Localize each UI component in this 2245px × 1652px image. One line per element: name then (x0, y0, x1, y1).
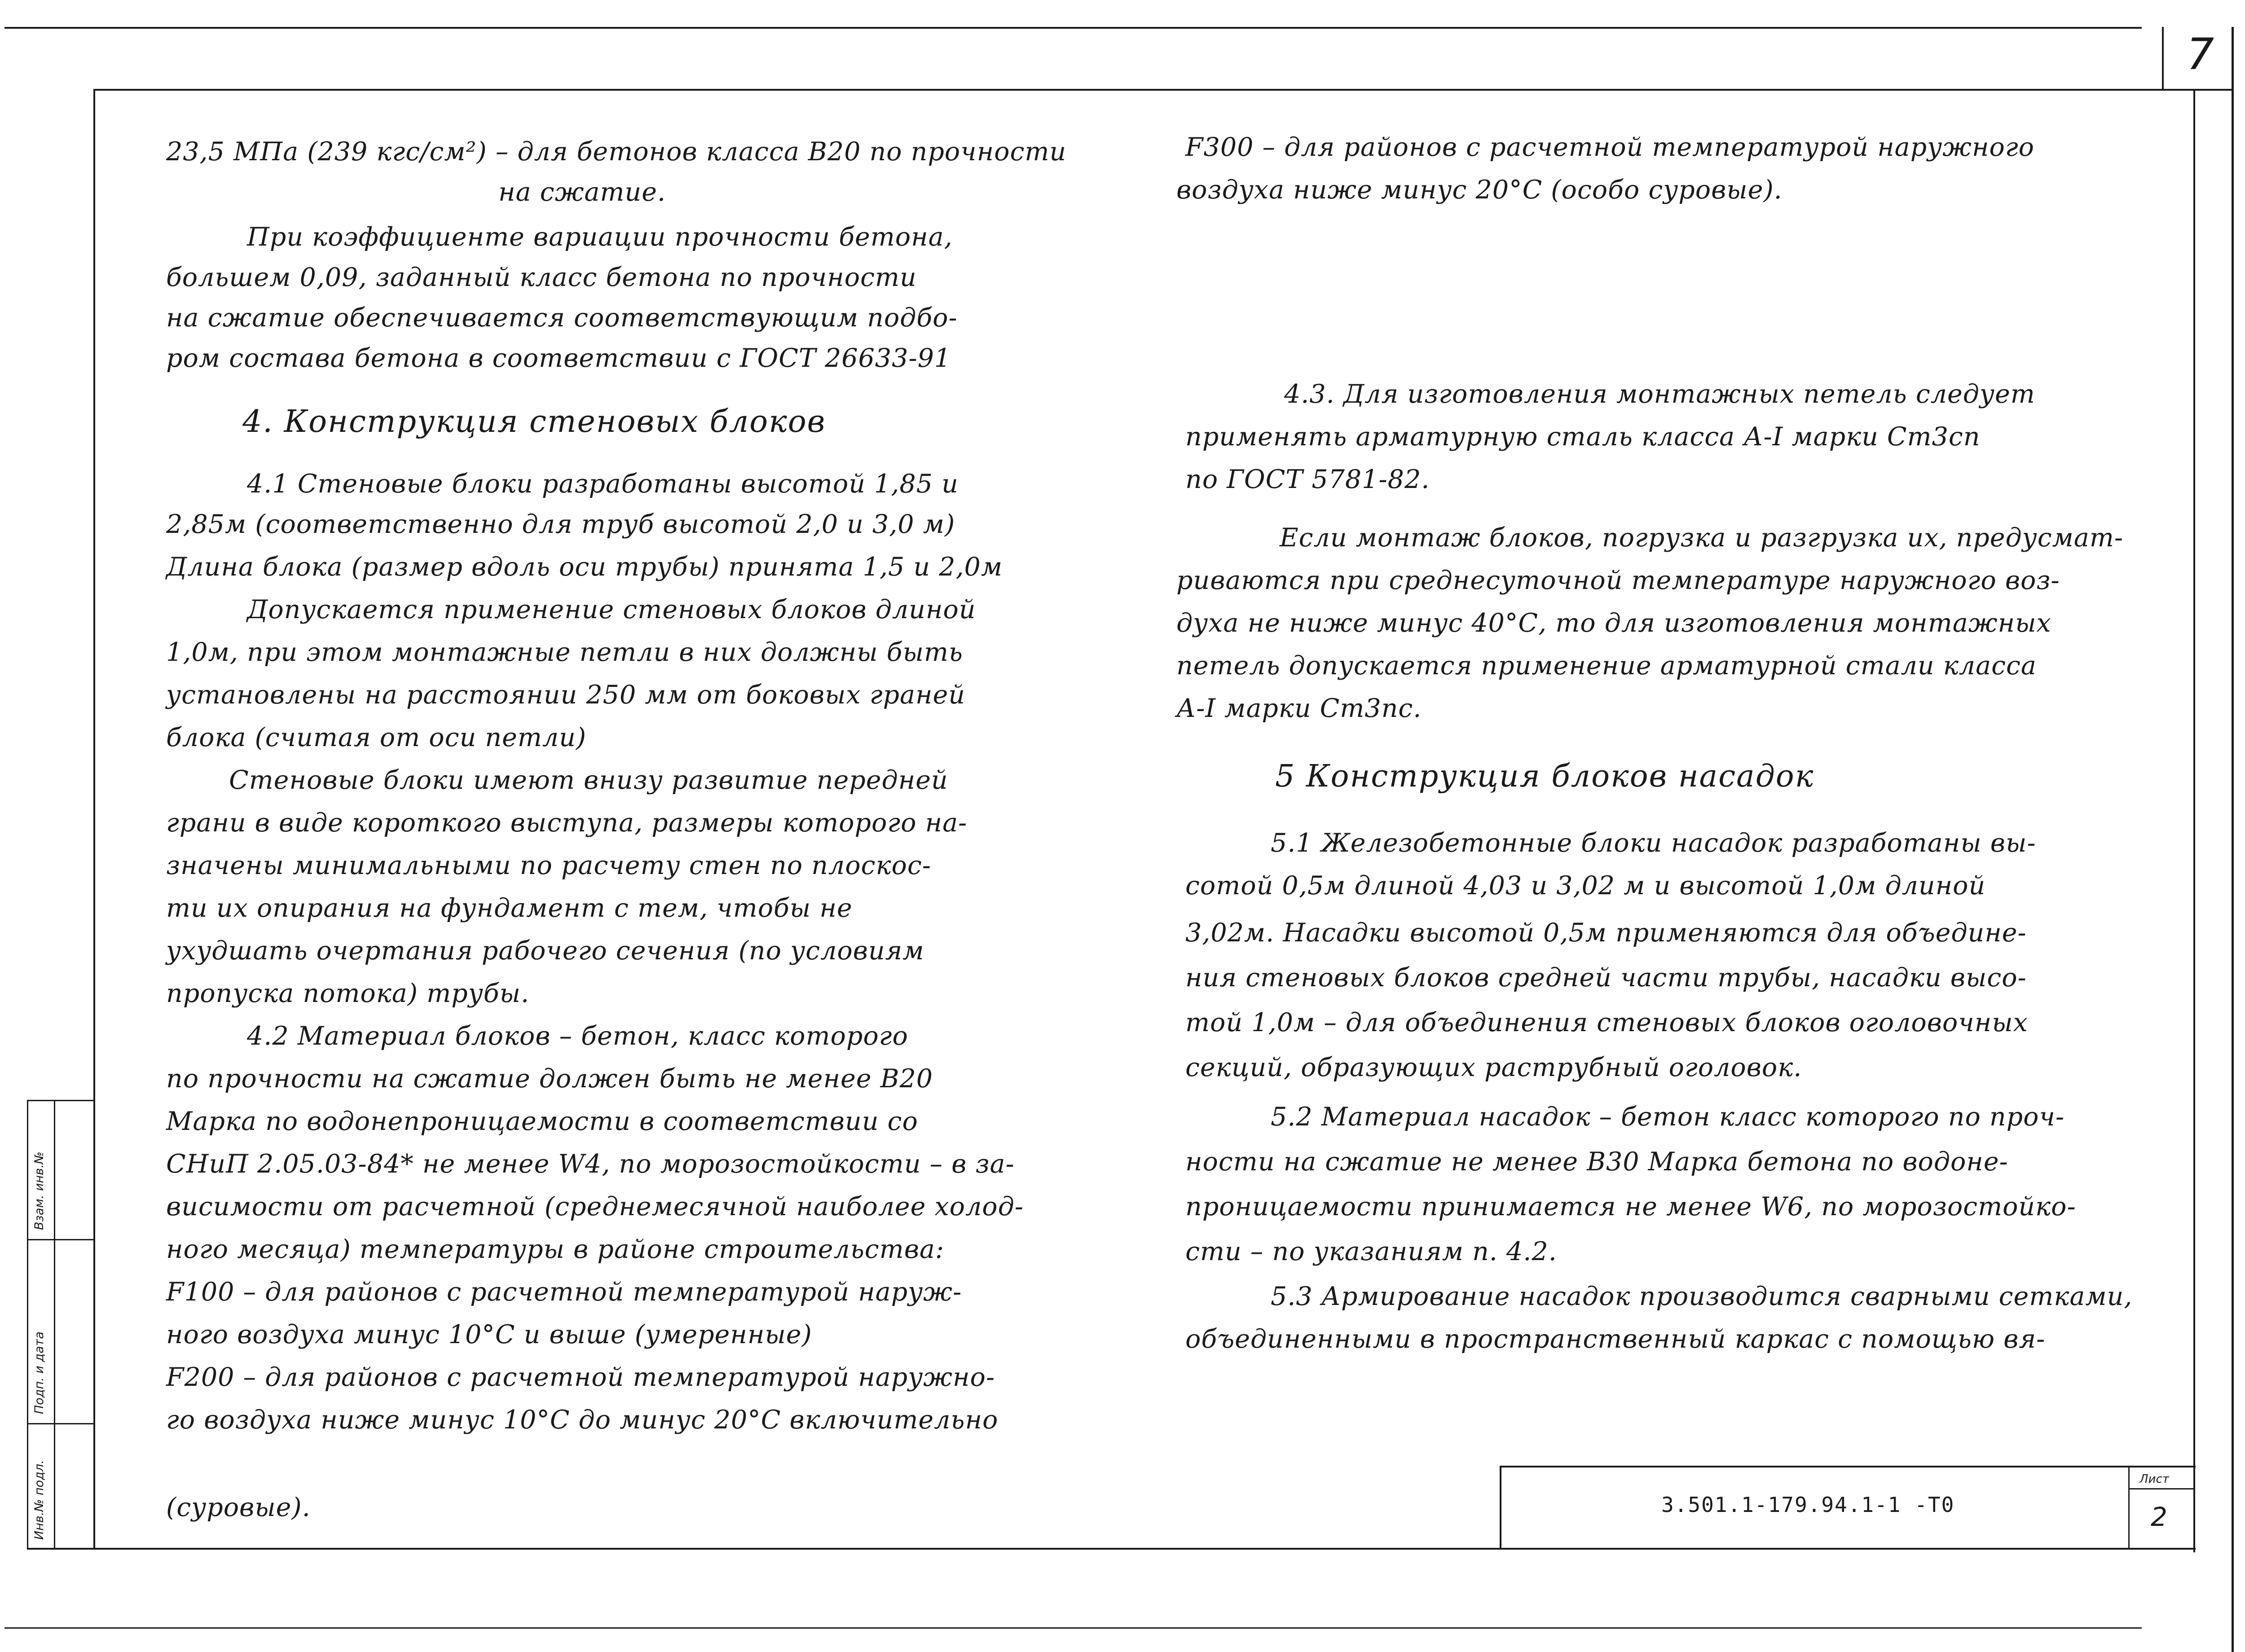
left-para-line-6: установлены на расстоянии 250 мм от боковых граней (166, 680, 965, 710)
right-line-2: воздуха ниже минус 20°С (особо суровые). (1176, 175, 1783, 205)
right-para-3-line-5: той 1,0м – для объединения стеновых блоков оголовочных (1185, 1008, 2028, 1037)
left-para-line-22: F200 – для районов с расчетной температурой наружно- (166, 1362, 995, 1392)
side-stamp-line-3 (27, 1100, 94, 1101)
left-para-line-20: F100 – для районов с расчетной температурой наруж- (166, 1277, 962, 1307)
left-line-3: При коэффициенте вариации прочности бетона, (247, 222, 953, 252)
left-line-2: на сжатие. (498, 177, 666, 207)
right-para-line-7: петель допускается применение арматурной стали класса (1176, 651, 2037, 681)
left-para-line-13: пропуска потока) трубы. (166, 979, 530, 1008)
page-number-box-left (2162, 27, 2164, 90)
right-para-3-line-6: секций, образующих раструбный оголовок. (1185, 1053, 1802, 1082)
side-stamp-signature-date: Подп. и дата (32, 1331, 46, 1414)
left-para-line-7: блока (считая от оси петли) (166, 723, 587, 752)
left-para-line-24: (суровые). (166, 1493, 311, 1522)
left-line-5: на сжатие обеспечивается соответствующим подбо- (166, 303, 958, 333)
right-para-3-line-4: ния стеновых блоков средней части трубы, насадки высо- (1185, 963, 2027, 993)
left-para-line-21: ного воздуха минус 10°С и выше (умеренные) (166, 1320, 812, 1349)
left-para-line-23: го воздуха ниже минус 10°С до минус 20°С включительно (166, 1405, 999, 1435)
right-para-3-line-12: объединенными в пространственный каркас с помощью вя- (1185, 1324, 2046, 1354)
left-para-line-2: 2,85м (соответственно для труб высотой 2,0 и 3,0 м) (166, 510, 955, 539)
right-para-3-line-8: ности на сжатие не менее В30 Марка бетона по водоне- (1185, 1147, 2008, 1177)
side-stamp-divider-1 (27, 1239, 94, 1240)
right-para-line-8: А-I марки Ст3пс. (1176, 694, 1422, 723)
title-block-top (1500, 1466, 2196, 1467)
frame-left-line (93, 89, 95, 1548)
frame-inner-right-line (2193, 89, 2195, 1552)
frame-bottom-line (27, 1548, 2196, 1550)
document-code: 3.501.1-179.94.1-1 -Т0 (1661, 1493, 1955, 1517)
title-block-divider (2128, 1466, 2130, 1549)
right-para-line-2: применять арматурную сталь класса А-I марки Ст3сп (1185, 422, 1981, 452)
left-para-line-10: значены минимальными по расчету стен по плоскос- (166, 851, 932, 880)
right-para-line-4: Если монтаж блоков, погрузка и разгрузка их, предусмат- (1280, 523, 2124, 553)
left-para-line-3: Длина блока (размер вдоль оси трубы) принята 1,5 и 2,0м (166, 552, 1003, 582)
left-para-line-1: 4.1 Стеновые блоки разработаны высотой 1,85 и (247, 469, 959, 499)
right-para-3-line-11: 5.3 Армирование насадок производится сварными сетками, (1271, 1282, 2133, 1311)
side-stamp-line-2 (54, 1100, 55, 1549)
frame-inner-top-line (94, 89, 2232, 91)
right-para-3-line-7: 5.2 Материал насадок – бетон класс которого по проч- (1271, 1102, 2065, 1132)
right-para-line-6: духа не ниже минус 40°С, то для изготовления монтажных (1176, 608, 2051, 638)
sheet-label: Лист (2139, 1472, 2169, 1486)
left-para-line-16: Марка по водонепроницаемости в соответствии со (166, 1107, 918, 1136)
right-para-line-5: риваются при среднесуточной температуре наружного воз- (1176, 566, 2060, 595)
side-stamp-divider-2 (27, 1423, 94, 1424)
right-para-line-1: 4.3. Для изготовления монтажных петель следует (1284, 379, 2035, 409)
right-line-1: F300 – для районов с расчетной температурой наружного (1185, 132, 2034, 162)
side-stamp-inventory: Инв.№ подл. (32, 1460, 46, 1540)
left-para-line-9: грани в виде короткого выступа, размеры которого на- (166, 808, 968, 838)
right-para-3-line-9: проницаемости принимается не менее W6, по морозостойко- (1185, 1192, 2076, 1221)
title-block-left (1500, 1466, 1501, 1549)
left-para-line-14: 4.2 Материал блоков – бетон, класс которого (247, 1021, 908, 1051)
left-para-line-11: ти их опирания на фундамент с тем, чтобы не (166, 893, 853, 923)
left-para-line-5: 1,0м, при этом монтажные петли в них должны быть (166, 637, 963, 667)
left-para-line-4: Допускается применение стеновых блоков длиной (247, 595, 976, 624)
right-para-3-line-3: 3,02м. Насадки высотой 0,5м применяются для объедине- (1185, 918, 2027, 948)
left-line-6: ром состава бетона в соответствии с ГОСТ 26633-91 (166, 343, 951, 373)
sheet-number: 2 (2151, 1502, 2167, 1532)
left-para-line-17: СНиП 2.05.03-84* не менее W4, по морозостойкости – в за- (166, 1149, 1015, 1179)
right-para-line-3: по ГОСТ 5781-82. (1185, 465, 1430, 494)
frame-top-line (4, 27, 2142, 29)
side-stamp-line-1 (27, 1100, 28, 1549)
right-para-3-line-10: сти – по указаниям п. 4.2. (1185, 1237, 1557, 1266)
left-para-line-12: ухудшать очертания рабочего сечения (по условиям (166, 936, 924, 966)
section-5-heading: 5 Конструкция блоков насадок (1275, 759, 1814, 794)
right-para-3-line-2: сотой 0,5м длиной 4,03 и 3,02 м и высотой 1,0м длиной (1185, 871, 1986, 901)
left-line-4: большем 0,09, заданный класс бетона по прочности (166, 263, 917, 292)
left-para-line-19: ного месяца) температуры в районе строительства: (166, 1235, 945, 1264)
title-block-sheet-divider (2128, 1488, 2195, 1489)
left-para-line-15: по прочности на сжатие должен быть не менее В20 (166, 1064, 933, 1094)
left-para-line-18: висимости от расчетной (среднемесячной наиболее холод- (166, 1192, 1024, 1221)
frame-right-line (2232, 27, 2234, 1652)
page-number: 7 (2187, 29, 2214, 79)
left-line-1: 23,5 МПа (239 кгс/см²) – для бетонов класса В20 по прочности (166, 137, 1067, 167)
left-para-line-8: Стеновые блоки имеют внизу развитие передней (229, 765, 948, 795)
frame-lower-line (4, 1627, 2142, 1629)
right-para-3-line-1: 5.1 Железобетонные блоки насадок разработаны вы- (1271, 828, 2036, 858)
side-stamp-replacement: Взам. инв.№ (32, 1151, 46, 1230)
section-4-heading: 4. Конструкция стеновых блоков (242, 404, 826, 439)
